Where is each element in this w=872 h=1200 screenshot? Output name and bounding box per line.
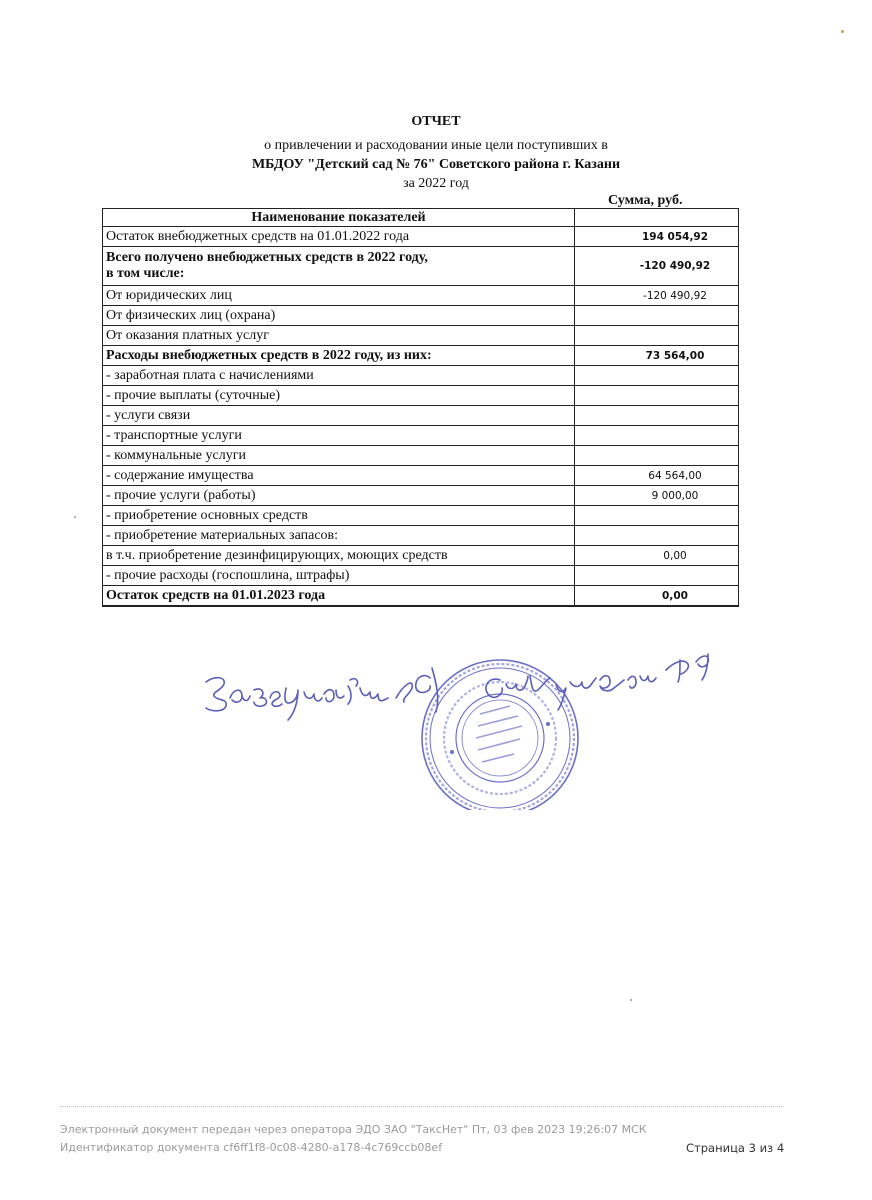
- scan-speck: [630, 999, 632, 1001]
- table-row: [103, 306, 739, 326]
- row-value: 0,00: [575, 546, 739, 566]
- row-name: Расходы внебюджетных средств в 2022 году, из них:: [103, 346, 575, 366]
- table-row: [103, 466, 739, 486]
- table-row: [103, 227, 739, 247]
- row-name: - услуги связи: [103, 406, 575, 426]
- row-value: 64 564,00: [575, 466, 739, 486]
- table-header-name: Наименование показателей: [103, 209, 575, 227]
- row-value: [575, 526, 739, 546]
- table-row: [103, 366, 739, 386]
- table-header-row: [103, 209, 739, 227]
- report-subtitle-line1: о привлечении и расходовании иные цели поступивших в: [264, 138, 608, 153]
- row-name: - прочие выплаты (суточные): [103, 386, 575, 406]
- row-name: - коммунальные услуги: [103, 446, 575, 466]
- row-name-line2: в том числе:: [106, 266, 185, 281]
- sum-column-label: Сумма, руб.: [608, 193, 683, 208]
- row-name-line1: Всего получено внебюджетных средств в 2022 году,: [106, 250, 428, 265]
- row-name: в т.ч. приобретение дезинфицирующих, моющих средств: [103, 546, 575, 566]
- table-row: [103, 446, 739, 466]
- row-name: - прочие услуги (работы): [103, 486, 575, 506]
- row-value: 73 564,00: [575, 346, 739, 366]
- scan-speck: [841, 30, 844, 33]
- table-row: [103, 586, 739, 607]
- stamp-seal: [422, 660, 578, 810]
- table-row: [103, 247, 739, 286]
- row-name: - транспортные услуги: [103, 426, 575, 446]
- table-row: [103, 566, 739, 586]
- table-row: [103, 506, 739, 526]
- row-value: 0,00: [575, 586, 739, 607]
- signature-stamp-area: [200, 640, 840, 810]
- table-header-value: [575, 209, 739, 227]
- row-value: [575, 426, 739, 446]
- row-value: [575, 406, 739, 426]
- footer-page-number: Страница 3 из 4: [686, 1141, 785, 1155]
- footer-edo-info: Электронный документ передан через оператора ЭДО ЗАО "ТаксНет" Пт, 03 фев 2023 19:26:07 МСК: [60, 1123, 647, 1136]
- row-name: От физических лиц (охрана): [103, 306, 575, 326]
- table-row: [103, 486, 739, 506]
- table-row: [103, 386, 739, 406]
- row-name: - заработная плата с начислениями: [103, 366, 575, 386]
- row-name: Остаток средств на 01.01.2023 года: [103, 586, 575, 607]
- table-row: [103, 326, 739, 346]
- table-row: [103, 426, 739, 446]
- row-name: - содержание имущества: [103, 466, 575, 486]
- report-table: [102, 208, 739, 607]
- table-row: [103, 286, 739, 306]
- table-row: [103, 546, 739, 566]
- report-subtitle-year: за 2022 год: [403, 176, 469, 191]
- row-name: От оказания платных услуг: [103, 326, 575, 346]
- footer-document-id: Идентификатор документа cf6ff1f8-0c08-4280-a178-4c769ccb08ef: [60, 1141, 443, 1154]
- row-name: - прочие расходы (госпошлина, штрафы): [103, 566, 575, 586]
- row-value: [575, 366, 739, 386]
- row-value: [575, 386, 739, 406]
- row-value: 9 000,00: [575, 486, 739, 506]
- row-value: [575, 566, 739, 586]
- row-name: [103, 247, 575, 286]
- table-row: [103, 406, 739, 426]
- row-name: - приобретение основных средств: [103, 506, 575, 526]
- handwritten-signature: [206, 654, 708, 720]
- row-value: [575, 506, 739, 526]
- row-value: -120 490,92: [575, 247, 739, 286]
- report-subtitle-org: МБДОУ "Детский сад № 76" Советского района г. Казани: [251, 157, 621, 172]
- footer-divider: [60, 1106, 784, 1107]
- row-value: [575, 326, 739, 346]
- row-name: Остаток внебюджетных средств на 01.01.2022 года: [103, 227, 575, 247]
- table-row: [103, 526, 739, 546]
- row-name: От юридических лиц: [103, 286, 575, 306]
- row-value: -120 490,92: [575, 286, 739, 306]
- row-value: [575, 446, 739, 466]
- table-row: [103, 346, 739, 366]
- row-name: - приобретение материальных запасов:: [103, 526, 575, 546]
- scan-speck: [74, 516, 76, 518]
- report-title: ОТЧЕТ: [411, 114, 461, 129]
- row-value: [575, 306, 739, 326]
- row-value: 194 054,92: [575, 227, 739, 247]
